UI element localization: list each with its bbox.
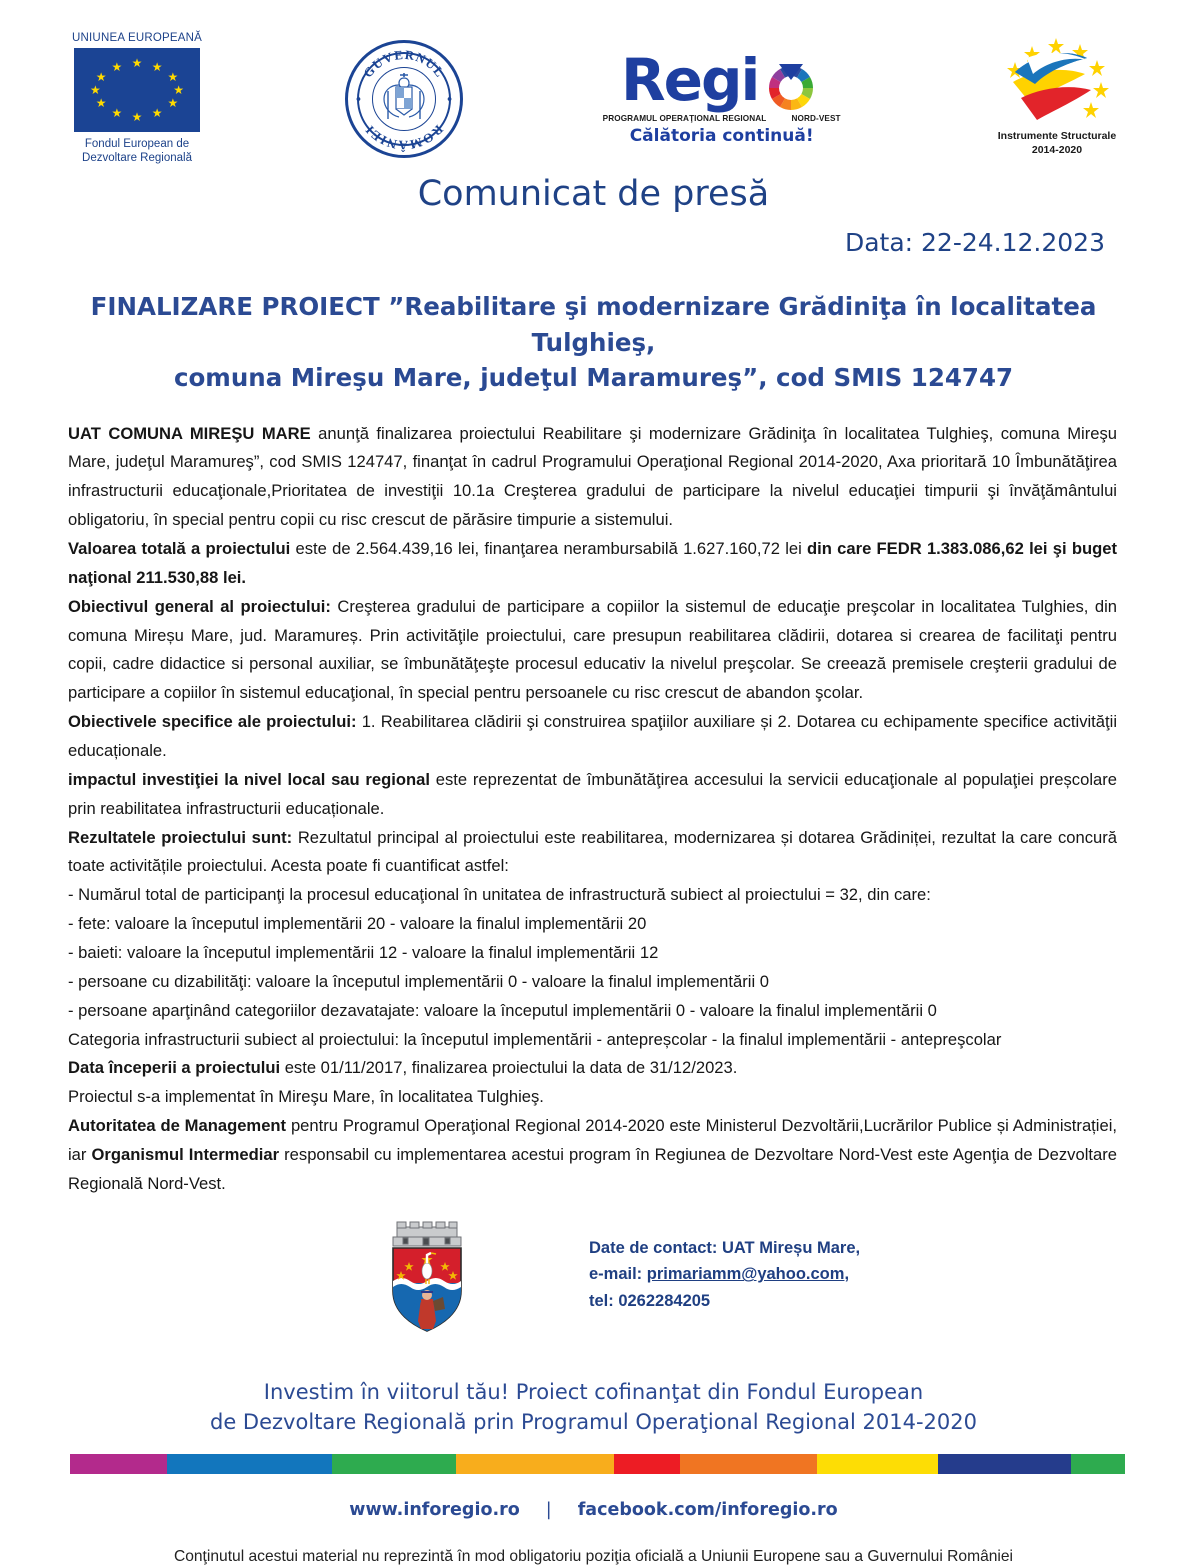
- eu-logo-bottom-line2: Dezvoltare Regională: [82, 152, 192, 165]
- autoritate-lead: Autoritatea de Management: [68, 1116, 287, 1136]
- instrumente-structurale-caption: [973, 130, 1141, 157]
- rezultate-lead: Rezultatele proiectului sunt:: [68, 827, 293, 847]
- color-bar-segment: [614, 1454, 679, 1474]
- valoare-bold2: din care FEDR 1.383.086,62 lei şi buget naţional 211.530,88 lei.: [68, 538, 1117, 587]
- footer-link-separator: |: [545, 1499, 552, 1520]
- color-bar-segment: [70, 1454, 167, 1474]
- obiectiv-general-lead: Obiectivul general al proiectului:: [68, 596, 331, 616]
- regio-color-wheel-icon: [760, 54, 822, 116]
- contact-section: [0, 1221, 1187, 1333]
- contact-phone: tel: 0262284205: [589, 1292, 711, 1311]
- government-seal-icon: [345, 40, 463, 158]
- eu-flag-icon: ★ ★ ★ ★ ★ ★ ★ ★ ★ ★ ★ ★: [74, 48, 200, 132]
- footer-links: [0, 1500, 1187, 1520]
- color-bar-segment: [167, 1454, 332, 1474]
- contact-email-suffix: ,: [844, 1265, 850, 1284]
- footer-disclaimer: Conţinutul acestui material nu reprezintă în mod obligatoriu poziţia oficială a Uniunii Europene sau a Guvernului României: [173, 1547, 1014, 1565]
- autoritate-rest: responsabil cu implementarea acestui program în Regiunea de Dezvoltare Nord-Vest este Agenţia de Dezvoltare Regională Nord-Vest.: [68, 1145, 1117, 1193]
- rezultate-rest: Rezultatul principal al proiectului este reabilitarea, modernizarea și dotarea Grădiniței, rezultat la care concură toate activitățile proiectului. Acesta poate fi cuantificat astfel:: [68, 827, 1117, 876]
- contact-details: [589, 1221, 860, 1315]
- page-title: Comunicat de presă: [417, 174, 770, 214]
- inforegio-facebook-link[interactable]: facebook.com/inforegio.ro: [577, 1499, 838, 1520]
- color-bar-segment: [680, 1454, 817, 1474]
- autoritate-mid: pentru Programul Operaţional Regional 2014-2020 este Ministerul Dezvoltării,Lucrărilor Publice și Administrației, iar: [68, 1116, 1117, 1165]
- color-bar-segment: [332, 1454, 456, 1474]
- paragraph-obiective-specifice: [68, 708, 1117, 766]
- document-date: Data: 22-24.12.2023: [844, 228, 1105, 257]
- seal-eagle-emblem: [372, 67, 436, 131]
- inforegio-website-link[interactable]: www.inforegio.ro: [349, 1499, 520, 1520]
- impact-lead: impactul investiţiei la nivel local sau regional: [68, 769, 430, 789]
- intro-rest: anunţă finalizarea proiectului Reabilitare şi modernizare Grădiniţa în localitatea Tulghieş, comuna Mireşu Mare, judeţul Maramureş”, cod SMIS 124747, finanţat în cadrul Programului Operaţional Regional 2014-2020, Axa prioritară 10 Îmbunătăţirea infrastructurii educaţionale,Prioritatea de investiţii 10.1a Creşterea gradului de participare la nivelul educaţiei timpurii şi învăţământului obligatoriu, în special pentru copii cu risc crescut de părăsire timpurie a sistemului.: [68, 423, 1117, 530]
- list-item: - persoane cu dizabilităţi: valoare la începutul implementării 0 - valoare la finalul implementării 0: [68, 971, 769, 991]
- paragraph-data-incepere: [68, 1054, 1117, 1083]
- footer-color-bar: [70, 1454, 1125, 1474]
- regio-wordmark-text: Regi: [620, 46, 759, 115]
- logo-strip: [0, 0, 1187, 170]
- comuna-coat-of-arms-icon: [383, 1221, 471, 1333]
- obiective-specifice-lead: Obiectivele specifice ale proiectului:: [68, 712, 357, 732]
- list-item: - fete: valoare la începutul implementării 20 - valoare la finalul implementării 20: [68, 914, 647, 934]
- project-heading: [75, 289, 1112, 396]
- eagle-icon: [380, 71, 428, 127]
- paragraph-valoare: [68, 535, 1117, 593]
- svg-text:GUVERNUL: GUVERNUL: [361, 47, 448, 81]
- impact-rest: este reprezentat de îmbunătăţirea accesului la servicii educaţionale al populaţiei preșcolare prin reabilitatea infrastructurii educaționale.: [68, 769, 1117, 818]
- obiective-specifice-rest: 1. Reabilitarea clădirii şi construirea spaţiilor auxiliare și 2. Dotarea cu echipamente specifice activităţii educaționale.: [68, 712, 1118, 760]
- project-heading-line1: FINALIZARE PROIECT ”Reabilitare şi modernizare Grădiniţa în localitatea Tulghieş,: [90, 292, 1097, 357]
- instrumente-structurale-logo: [973, 32, 1141, 157]
- contact-line1: Date de contact: UAT Mireșu Mare,: [589, 1238, 861, 1257]
- regio-logo: [597, 32, 847, 146]
- footer-slogan-line2: de Dezvoltare Regională prin Programul Operaţional Regional 2014-2020: [210, 1410, 977, 1435]
- body-content: [68, 420, 1117, 1199]
- data-incepere-lead: Data începerii a proiectului: [68, 1058, 281, 1078]
- is-caption-line2: 2014-2020: [1031, 143, 1083, 156]
- paragraph-obiectiv-general: [68, 593, 1117, 708]
- contact-email-label: e-mail:: [589, 1265, 647, 1284]
- footer-slogan: [0, 1377, 1187, 1438]
- color-bar-segment: [938, 1454, 1071, 1474]
- contact-email-line: [589, 1261, 860, 1288]
- color-bar-segment: [1071, 1454, 1125, 1474]
- regio-subtitle-right: NORD-VEST: [791, 114, 841, 123]
- valoare-mid: este de 2.564.439,16 lei, finanţarea nerambursabilă 1.627.160,72 lei: [290, 538, 808, 558]
- paragraph-implementat: Proiectul s-a implementat în Mireşu Mare, în localitatea Tulghieş.: [68, 1087, 544, 1107]
- eu-flag-logo: [62, 32, 212, 165]
- list-item: Categoria infrastructurii subiect al proiectului: la începutul implementării - antepreșcolar - la finalul implementării - antepreşcolar: [68, 1029, 1002, 1049]
- data-incepere-rest: este 01/11/2017, finalizarea proiectului la data de 31/12/2023.: [280, 1058, 738, 1078]
- regio-subtitle-left: PROGRAMUL OPERAŢIONAL REGIONAL: [602, 114, 767, 123]
- valoare-lead: Valoarea totală a proiectului: [68, 538, 291, 558]
- footer-slogan-line1: Investim în viitorul tău! Proiect cofinanţat din Fondul European: [263, 1379, 924, 1404]
- regio-wordmark: [597, 46, 847, 116]
- paragraph-rezultate: [68, 824, 1117, 882]
- regio-tagline: Călătoria continuă!: [629, 126, 814, 146]
- color-bar-segment: [456, 1454, 614, 1474]
- paragraph-impact: [68, 766, 1117, 824]
- list-item: - Numărul total de participanţi la procesul educaţional în unitatea de infrastructură subiect al proiectului = 32, din care:: [68, 885, 931, 905]
- paragraph-autoritate: [68, 1112, 1117, 1199]
- eu-logo-top-label: UNIUNEA EUROPEANĂ: [72, 32, 202, 44]
- intro-lead: UAT COMUNA MIREŞU MARE: [68, 423, 311, 443]
- list-item: - baieti: valoare la începutul implementării 12 - valoare la finalul implementării 12: [68, 943, 659, 963]
- paragraph-intro: [68, 420, 1117, 535]
- list-item: - persoane aparţinând categoriilor dezavatajate: valoare la începutul implementării 0 - valoare la finalul implementării 0: [68, 1000, 937, 1020]
- organism-intermediar-lead: Organismul Intermediar: [91, 1145, 280, 1165]
- instrumente-structurale-icon: [987, 36, 1127, 128]
- eu-logo-bottom-label: [62, 137, 212, 165]
- guvernul-romaniei-logo: [338, 32, 470, 158]
- svg-text:ROMÂNIEI: ROMÂNIEI: [362, 122, 446, 152]
- is-caption-line1: Instrumente Structurale: [997, 130, 1117, 142]
- contact-email-link[interactable]: primariamm@yahoo.com: [646, 1265, 845, 1284]
- project-heading-line2: comuna Mireşu Mare, judeţul Maramureş”, cod SMIS 124747: [173, 363, 1014, 393]
- obiectiv-general-rest: Creşterea gradului de participare a copiilor la sistemul de educaţie preşcolar in localitatea Tulghies, din comuna Mireșu Mare, jud. Maramureș. Prin activităţile proiectului, care presupun reabilitarea clădirii, dotarea si crearea de facilitaţi pentru copii, cadre didactice si personal auxiliar, se îmbunătăţeşte procesul educativ la nivelul preşcolar. Se creează premisele creşterii gradului de participare a copiilor în sistemul educaţional, în special pentru persoanele cu risc crescut de abandon şcolar.: [68, 596, 1117, 703]
- eu-logo-bottom-line1: Fondul European de: [84, 138, 190, 150]
- color-bar-segment: [817, 1454, 938, 1474]
